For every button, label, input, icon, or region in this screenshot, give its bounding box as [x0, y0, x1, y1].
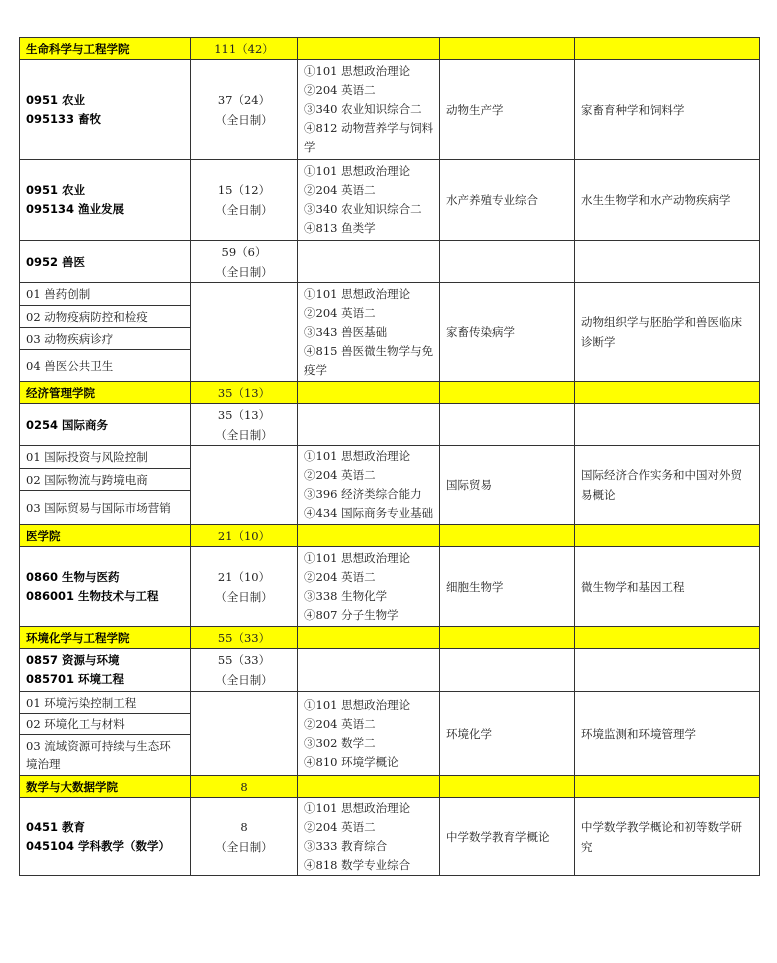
major-category: 0857 资源与环境 [26, 653, 120, 667]
retest-subject: 动物生产学 [439, 60, 574, 159]
section-header-row [19, 627, 760, 649]
major-name: 086001 生物技术与工程 [26, 588, 159, 603]
admissions-table [19, 37, 760, 876]
exam-subjects: ①101 思想政治理论 ②204 英语二 ③396 经济类综合能力 ④434 国际商务专业基础 [297, 446, 439, 524]
enrollment-count: 37（24） [217, 92, 271, 107]
direction-item: 03 动物疾病诊疗 [20, 328, 190, 350]
major-row [19, 798, 760, 876]
direction-item: 01 国际投资与风险控制 [20, 446, 190, 469]
study-mode: （全日制） [215, 203, 273, 217]
major-name: 0952 兽医 [19, 241, 190, 282]
equivalent-subjects: 水生生物学和水产动物疾病学 [574, 160, 760, 240]
college-count: 35（13） [190, 382, 297, 403]
exam-subjects: ①101 思想政治理论 ②204 英语二 ③340 农业知识综合二 ④812 动物营养学与饲料 学 [297, 60, 439, 159]
equivalent-subjects: 动物组织学与胚胎学和兽医临床 诊断学 [574, 283, 760, 381]
directions-row [19, 283, 760, 382]
directions-row [19, 446, 760, 525]
major-name: 085701 环境工程 [26, 672, 125, 686]
direction-item: 03 流域资源可持续与生态环 境治理 [26, 739, 171, 771]
directions-row [19, 692, 760, 776]
enrollment-count: 59（6） [221, 244, 267, 259]
exam-subjects: ①101 思想政治理论 ②204 英语二 ③302 数学二 ④810 环境学概论 [297, 692, 439, 775]
section-header-row [19, 382, 760, 404]
major-category: 0451 教育 [26, 819, 86, 834]
major-name: 0254 国际商务 [19, 404, 190, 445]
study-mode: （全日制） [215, 427, 273, 442]
college-name: 环境化学与工程学院 [19, 627, 190, 648]
section-header-row [19, 525, 760, 547]
major-category: 0951 农业 [26, 183, 86, 197]
retest-subject: 中学数学教育学概论 [439, 798, 574, 875]
college-count: 21（10） [190, 525, 297, 546]
equivalent-subjects: 中学数学教学概论和初等数学研 究 [574, 798, 760, 875]
section-header-row [19, 776, 760, 798]
major-category: 0860 生物与医药 [26, 569, 120, 584]
major-row [19, 60, 760, 160]
retest-subject: 国际贸易 [439, 446, 574, 524]
section-header-row [19, 37, 760, 60]
major-name: 045104 学科教学（数学） [26, 838, 171, 853]
study-mode: （全日制） [215, 112, 273, 127]
retest-subject: 水产养殖专业综合 [439, 160, 574, 240]
major-name: 095133 畜牧 [26, 111, 102, 126]
equivalent-subjects: 环境监测和环境管理学 [574, 692, 760, 775]
exam-subjects: ①101 思想政治理论 ②204 英语二 ③333 教育综合 ④818 数学专业综合 [297, 798, 439, 875]
retest-subject: 细胞生物学 [439, 547, 574, 626]
study-mode: （全日制） [215, 264, 273, 279]
direction-item: 01 兽药创制 [20, 283, 190, 306]
study-mode: （全日制） [215, 589, 273, 604]
college-name: 数学与大数据学院 [19, 776, 190, 797]
direction-item: 03 国际贸易与国际市场营销 [26, 500, 171, 515]
enrollment-count: 8 [240, 819, 248, 834]
major-row [19, 649, 760, 692]
college-name: 生命科学与工程学院 [19, 38, 190, 59]
major-category: 0951 农业 [26, 92, 86, 107]
direction-item: 02 动物疫病防控和检疫 [20, 306, 190, 328]
direction-item: 01 环境污染控制工程 [20, 692, 190, 714]
equivalent-subjects: 家畜育种学和饲料学 [574, 60, 760, 159]
college-count: 111（42） [190, 38, 297, 59]
major-row [19, 241, 760, 283]
college-count: 55（33） [190, 627, 297, 648]
retest-subject: 家畜传染病学 [439, 283, 574, 381]
exam-subjects: ①101 思想政治理论 ②204 英语二 ③338 生物化学 ④807 分子生物学 [297, 547, 439, 626]
exam-subjects: ①101 思想政治理论 ②204 英语二 ③343 兽医基础 ④815 兽医微生物学与免 疫学 [297, 283, 439, 381]
major-row [19, 404, 760, 446]
major-row [19, 160, 760, 241]
enrollment-count: 55（33） [217, 653, 271, 667]
college-count: 8 [190, 776, 297, 797]
exam-subjects: ①101 思想政治理论 ②204 英语二 ③340 农业知识综合二 ④813 鱼类学 [297, 160, 439, 240]
retest-subject: 环境化学 [439, 692, 574, 775]
study-mode: （全日制） [215, 673, 273, 687]
college-name: 医学院 [19, 525, 190, 546]
major-name: 095134 渔业发展 [26, 202, 125, 216]
direction-item: 02 国际物流与跨境电商 [20, 469, 190, 491]
direction-item: 04 兽医公共卫生 [26, 358, 114, 373]
equivalent-subjects: 国际经济合作实务和中国对外贸 易概论 [574, 446, 760, 524]
college-name: 经济管理学院 [19, 382, 190, 403]
equivalent-subjects: 微生物学和基因工程 [574, 547, 760, 626]
direction-item: 02 环境化工与材料 [20, 714, 190, 735]
enrollment-count: 35（13） [217, 407, 271, 422]
study-mode: （全日制） [215, 839, 273, 854]
enrollment-count: 15（12） [217, 183, 271, 197]
major-row [19, 547, 760, 627]
enrollment-count: 21（10） [217, 569, 271, 584]
